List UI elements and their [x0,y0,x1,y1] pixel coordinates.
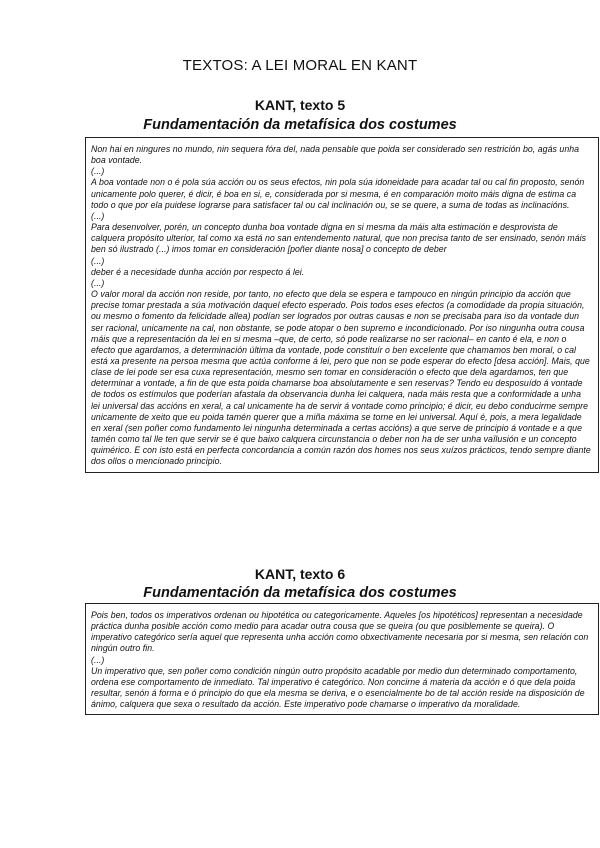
ellipsis: (...) [91,654,105,665]
paragraph: Un imperativo que, sen poñer como condición ningún outro propósito acadable por medio dun determinado comportamento, ordena ese comportamento de inmediato. Tal imperativo é categórico. Non concirne á materia da acción e ó que dela poida resultar, senón á forma e ó principio do que ela mesma se deriva, e o esencialmente bo de tal acción reside na disposición de ánimo, calquera que sexa o resultado da acción. Este imperativo pode chamarse o imperativo da moralidade. [91,665,585,710]
paragraph: A boa vontade non o é pola súa acción ou os seus efectos, nin pola súa idoneidade para acadar tal ou cal fin proposto, senón unicamente polo querer, é dicir, é boa en si, e, considerada por si mesma, é en comparación moito máis digna de estima ca todo o que por ela puidese lograrse para satisfacer tal ou cal inclinación ou, se se quere, a suma de todas as inclinacións. [91,177,585,210]
section-subtitle: Fundamentación da metafísica dos costumes [143,117,457,133]
quote-box-texto-6 [85,603,599,715]
paragraph: Pois ben, todos os imperativos ordenan ou hipotética ou categoricamente. Aqueles [os hipotéticos] representan a necesidade práctica dunha posible acción como medio para acadar outra cousa que se queira (ou que posiblemente se queira). O imperativo categórico sería aquel que representa unha acción como obxectivamente necesaria por si mesma, sen relación con ningún outro fin. [91,610,589,654]
section-subtitle: Fundamentación da metafísica dos costumes [143,585,457,601]
section-heading: KANT, texto 6 [254,566,346,582]
ellipsis: (...) [91,210,105,221]
paragraph: O valor moral da acción non reside, por tanto, no efecto que dela se espera e tampouco en ningún principio da acción que precise tomar prestada a súa motivación daquel efecto esperado. Pois todos eses efectos (a comodidade da propia situación, ou mesmo o fomento da felicidade allea) podían ser logrados por outras causas e non se precisaba para iso da vontade dun ser racional, unicamente na cal, non obstante, se pode atopar o ben supremo e incondicionado. Por iso ningunha outra cousa máis que a representación da lei en si mesma –que, de certo, só pode realizarse no ser racional– en canto é ela, e non o efecto que agardamos, a determinación última da vontade, pode constituír o ben excelente que chamamos ben moral, o cal está xa presente na persoa mesma que actúa conforme á lei, pero que non se pode esperar do efecto [desa acción]. Mais, que clase de lei pode ser esa cuxa representación, mesmo sen tomar en consideración o efecto que dela agardamos, ten que determinar a vontade, a fin de que esta poida chamarse boa absolutamente e sen reservas? Tendo eu desposuído á vontade de todos os estímulos que poderían afastala da observancia dunha lei calquera, nada máis resta que a conformidade a unha lei universal das accións en xeral, a cal unicamente ha de servir á vontade como principio; é dicir, eu debo conducirme sempre unicamente de xeito que eu poida tamén querer que a miña máxima se torne en lei universal. Aquí é, pois, a mera legalidade en xeral (sen poñer como fundamento lei ningunha determinada a certas accións) a que serve de principio á vontade e a que tamén como tal lle ten que servir se é que baixo calquera circunstancia o deber non ha de ser unha vaïlusión e un concepto quimérico. E con isto está en perfecta concordancia a común razón dos homes nos seus xuízos prácticos, tendo sempre diante dos ollos o mencionado principio. [91,289,591,467]
paragraph: Para desenvolver, porén, un concepto dunha boa vontade digna en si mesma da máis alta estimación e desprovista de calquera propósito ulterior, tal como xa está no san entendemento natural, que non precisa tanto de ser ensinado, senón máis ben só ilustrado (...) imos tomar en consideración [poñer diante nosa] o concepto de deber [91,222,587,255]
ellipsis: (...) [91,166,105,177]
page-title: TEXTOS: A LEI MORAL EN KANT [182,57,418,74]
section-heading: KANT, texto 5 [254,97,346,113]
paragraph: Non hai en ningures no mundo, nin sequera fóra del, nada pensable que poida ser considerado sen restrición bo, agás unha boa vontade. [91,144,580,166]
ellipsis: (...) [91,277,105,288]
paragraph: deber é a necesidade dunha acción por respecto á lei. [91,266,305,277]
quote-box-texto-5 [85,137,599,473]
ellipsis: (...) [91,255,105,266]
